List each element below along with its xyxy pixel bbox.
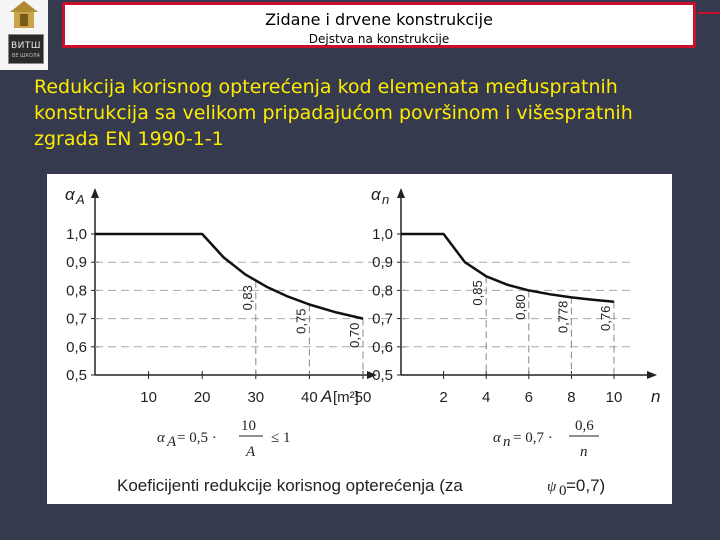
y-tick-label: 0,8 bbox=[66, 282, 87, 300]
x-axis-label-unit: [m²] bbox=[333, 389, 359, 406]
y-tick-label: 0,9 bbox=[372, 254, 393, 272]
y-tick-label: 0,9 bbox=[66, 254, 87, 272]
caption-psi: ψ bbox=[547, 479, 557, 495]
formula-a-condition: ≤ 1 bbox=[271, 430, 291, 446]
x-tick-label: 2 bbox=[439, 389, 448, 406]
formula-a-denominator: A bbox=[246, 444, 256, 460]
chart-area-reduction bbox=[65, 185, 390, 406]
y-tick-label: 0,6 bbox=[66, 338, 87, 356]
logo-text: ВИТШ bbox=[10, 41, 42, 51]
caption-text: Koeficijenti redukcije korisnog opterećenja (za bbox=[117, 476, 463, 495]
crest-icon bbox=[0, 0, 48, 34]
y-axis-arrow bbox=[91, 188, 99, 198]
header-box bbox=[62, 2, 696, 48]
formula-n-lhs: α bbox=[493, 430, 501, 446]
reduction-curve bbox=[95, 234, 363, 319]
x-tick-label: 4 bbox=[482, 389, 491, 406]
x-axis-label-symbol: A bbox=[321, 387, 333, 406]
value-label: 0,778 bbox=[555, 300, 571, 334]
x-tick-label: 40 bbox=[301, 389, 318, 406]
figure-caption bbox=[117, 476, 605, 499]
formula-a-rhs: = 0,5 · bbox=[177, 430, 217, 446]
value-label: 0,80 bbox=[512, 294, 528, 320]
value-label: 0,85 bbox=[470, 280, 486, 306]
chart-storey-reduction bbox=[371, 185, 660, 406]
x-tick-label: 20 bbox=[193, 389, 211, 406]
y-tick-label: 1,0 bbox=[372, 226, 393, 243]
x-axis-label-symbol: n bbox=[651, 387, 661, 406]
value-label: 0,70 bbox=[347, 322, 362, 348]
caption-psi-sub: 0 bbox=[559, 483, 567, 499]
logo-subtext: ВЕ ШКОЛА bbox=[11, 53, 41, 59]
formula-n-numerator: 0,6 bbox=[575, 418, 594, 434]
caption-value: =0,7) bbox=[566, 476, 606, 495]
x-tick-label: 10 bbox=[140, 389, 157, 406]
y-tick-label: 0,7 bbox=[66, 310, 87, 328]
logo-badge bbox=[8, 34, 44, 64]
value-label: 0,76 bbox=[598, 305, 613, 331]
x-tick-label: 50 bbox=[354, 389, 372, 406]
course-title: Zidane i drvene konstrukcije bbox=[265, 10, 493, 29]
value-label: 0,75 bbox=[293, 308, 309, 334]
y-tick-label: 0,5 bbox=[372, 367, 393, 384]
x-axis-arrow bbox=[647, 371, 657, 379]
x-tick-label: 8 bbox=[567, 389, 576, 406]
lecture-subtitle: Dejstva na konstrukcije bbox=[308, 32, 450, 46]
formula-n-rhs: = 0,7 · bbox=[513, 430, 553, 446]
reduction-curve bbox=[401, 234, 614, 302]
formula-n-denominator: n bbox=[580, 444, 588, 460]
y-axis-label-sub: A bbox=[76, 192, 85, 207]
x-tick-label: 6 bbox=[524, 389, 533, 406]
formula-a-sub: A bbox=[167, 434, 177, 450]
corner-accent-line bbox=[698, 12, 720, 14]
y-tick-label: 0,8 bbox=[372, 282, 393, 300]
formula-alpha-n bbox=[493, 418, 599, 460]
y-axis-label-sub: n bbox=[382, 192, 390, 207]
y-axis-label: α bbox=[371, 185, 381, 204]
y-tick-label: 0,6 bbox=[372, 338, 393, 356]
formula-a-numerator: 10 bbox=[241, 418, 256, 434]
y-axis-label: α bbox=[65, 185, 75, 204]
figure-canvas bbox=[47, 174, 672, 504]
y-axis-arrow bbox=[397, 188, 405, 198]
university-logo bbox=[0, 0, 48, 70]
formula-alpha-a bbox=[157, 418, 290, 460]
x-tick-label: 30 bbox=[247, 389, 265, 406]
reduction-coefficients-figure bbox=[47, 174, 672, 504]
y-tick-label: 0,7 bbox=[372, 310, 393, 328]
value-label: 0,83 bbox=[239, 285, 255, 311]
x-tick-label: 10 bbox=[605, 389, 623, 406]
formula-n-sub: n bbox=[503, 434, 511, 450]
y-tick-label: 0,5 bbox=[66, 367, 87, 384]
slide-heading: Redukcija korisnog opterećenja kod elemenata međuspratnih konstrukcija sa velikom pripadajućom površinom i višespratnih zgrada EN 1990-1-1 bbox=[34, 76, 633, 150]
formula-a-lhs: α bbox=[157, 430, 165, 446]
y-tick-label: 1,0 bbox=[66, 226, 87, 243]
